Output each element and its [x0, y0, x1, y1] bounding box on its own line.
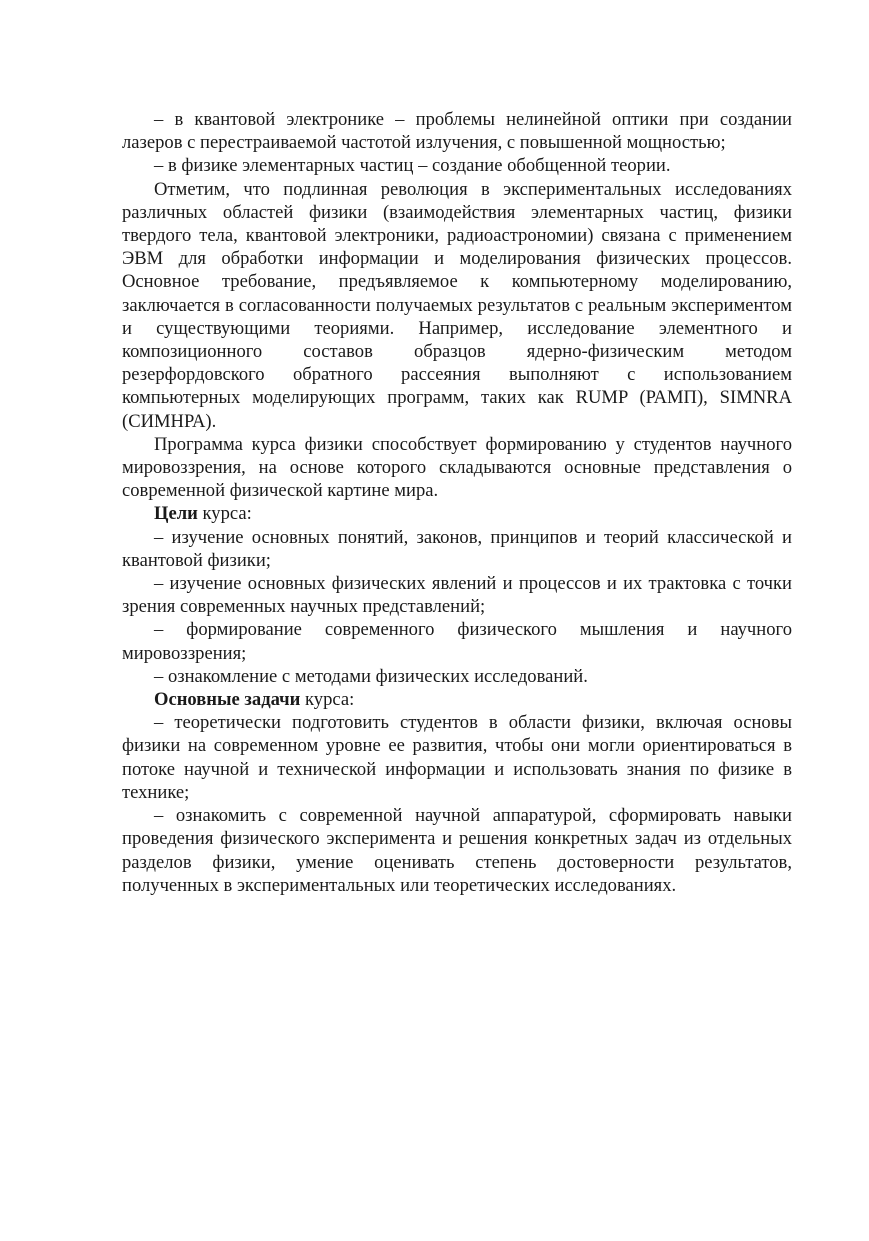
goals-heading-bold: Цели	[154, 503, 198, 525]
body-text	[122, 108, 792, 897]
list-item-quantum-electronics: – в квантовой электронике – проблемы нелинейной оптики при создании лазеров с перестраиваемой частотой излучения, с повышенной мощностью;	[122, 109, 792, 154]
goals-heading	[122, 502, 792, 525]
goal-item-thinking: – формирование современного физического мышления и научного мировоззрения;	[122, 619, 792, 664]
task-item-experiment: – ознакомить с современной научной аппаратурой, сформировать навыки проведения физического эксперимента и решения конкретных задач из отдельных разделов физики, умение оценивать степень достоверности результатов, полученных в экспериментальных или теоретических исследованиях.	[122, 805, 792, 896]
tasks-heading	[122, 688, 792, 711]
goal-item-concepts: – изучение основных понятий, законов, принципов и теорий классической и квантовой физики;	[122, 526, 792, 571]
goals-heading-rest: курса:	[197, 503, 252, 525]
goal-item-phenomena: – изучение основных физических явлений и процессов и их трактовка с точки зрения современных научных представлений;	[122, 573, 792, 618]
paragraph-computer-modeling: Отметим, что подлинная революция в экспериментальных исследованиях различных областей физики (взаимодействия элементарных частиц, физики твердого тела, квантовой электроники, радиоастрономии) связана с применением ЭВМ для обработки информации и моделирования физических процессов. Основное требование, предъявляемое к компьютерному моделированию, заключается в согласованности получаемых результатов с реальным экспериментом и существующими теориями. Например, исследование элементного и композиционного составов образцов ядерно-физическим методом резерфордовского обратного рассеяния выполняют с использованием компьютерных моделирующих программ, таких как RUMP (РАМП), SIMNRA (СИМНРА).	[122, 178, 792, 432]
tasks-heading-rest: курса:	[300, 689, 355, 711]
tasks-heading-bold: Основные задачи	[154, 689, 301, 711]
list-item-particle-physics: – в физике элементарных частиц – создание обобщенной теории.	[154, 155, 671, 177]
goal-item-methods: – ознакомление с методами физических исследований.	[154, 665, 588, 687]
task-item-theory: – теоретически подготовить студентов в области физики, включая основы физики на современном уровне ее развития, чтобы они могли ориентироваться в потоке научной и технической информации и использовать знания по физике в технике;	[122, 712, 792, 803]
paragraph-course-program: Программа курса физики способствует формированию у студентов научного мировоззрения, на основе которого складываются основные представления о современной физической картине мира.	[122, 433, 792, 502]
